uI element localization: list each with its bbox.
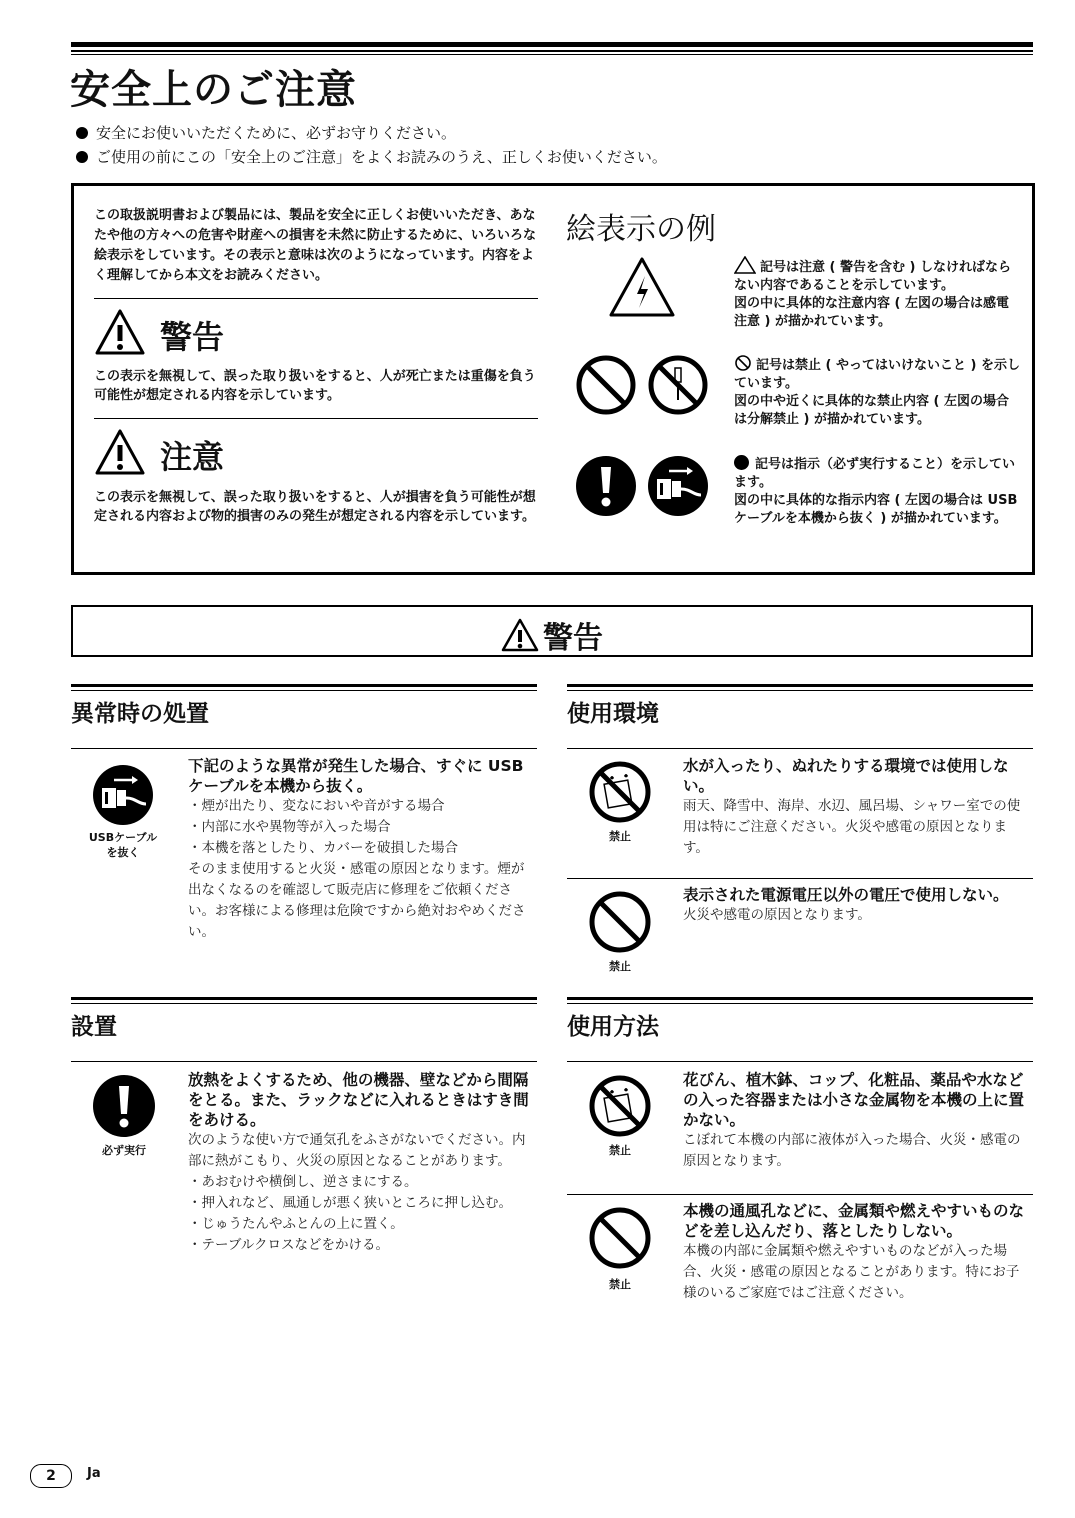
section-title-install: 設置 <box>71 1014 117 1040</box>
section-title-usage: 使用方法 <box>567 1014 659 1040</box>
mandatory-icon <box>92 1074 156 1138</box>
divider <box>567 748 1033 749</box>
section-title-abnormal: 異常時の処置 <box>71 701 209 727</box>
divider <box>71 1061 537 1062</box>
no-liquid-container-icon <box>588 1074 652 1138</box>
abnormal-content: 下記のような異常が発生した場合、すぐに USB ケーブルを本機から抜く。 ・煙が出たり、変なにおいや音がする場合 ・内部に水や異物等が入った場合 ・本機を落としたり、カバーを破損した場合 そのまま使用すると火災・感電の原因となります。煙が出なくなるのを確認して販売店に修理をご依頼ください。お客様による修理は危険ですから絶対おやめください。 <box>188 757 526 940</box>
prohibit-icon <box>588 1206 652 1270</box>
bullet-line: ご使用の前にこの「安全上のご注意」をよくお読みのうえ、正しくお使いください。 <box>76 146 667 167</box>
header-rule <box>71 50 1033 52</box>
prohibit-small-icon <box>734 354 752 372</box>
unplug-usb-icon <box>92 764 154 826</box>
language-label: Ja <box>87 1466 101 1481</box>
warning-triangle-icon <box>94 308 146 356</box>
section-title-environment: 使用環境 <box>567 701 659 727</box>
divider <box>94 418 538 419</box>
section-rule <box>567 690 1033 691</box>
header-rule <box>71 54 1033 55</box>
environment-item-2: 表示された電源電圧以外の電圧で使用しない。 火災や感電の原因となります。 <box>683 886 1009 923</box>
bullet-line: 安全にお使いいただくために、必ずお守りください。 <box>76 122 456 143</box>
section-rule <box>71 684 537 687</box>
divider <box>94 298 538 299</box>
electric-shock-icon <box>608 256 676 318</box>
no-water-icon <box>588 760 652 824</box>
caution-title: 注意 <box>160 438 225 476</box>
bullet-dot-icon <box>76 127 88 139</box>
divider <box>567 878 1033 879</box>
warning-banner <box>71 605 1033 657</box>
page-title: 安全上のご注意 <box>70 67 357 113</box>
example-triangle-text: 記号は注意 ( 警告を含む ) しなければならない内容であることを示しています。 図の中に具体的な注意内容 ( 左図の場合は感電注意 ) が描かれています。 <box>734 256 1020 331</box>
prohibit-icon <box>588 890 652 954</box>
example-prohibit-text: 記号は禁止 ( やってはいけないこと ) を示しています。 図の中や近くに具体的な禁止内容 ( 左図の場合は分解禁止 ) が描かれています。 <box>734 354 1020 429</box>
mandatory-small-icon <box>734 455 749 470</box>
section-rule <box>71 997 537 1000</box>
warning-triangle-icon <box>501 618 539 652</box>
mandatory-icon <box>575 455 637 517</box>
icon-caption: 禁止 <box>609 830 631 843</box>
section-rule <box>567 1003 1033 1004</box>
section-rule <box>567 997 1033 1000</box>
section-rule <box>567 684 1033 687</box>
icon-caption: 禁止 <box>609 960 631 973</box>
example-mandatory-text: 記号は指示（必ず実行すること）を示しています。 図の中に具体的な指示内容 ( 左図の場合は USB ケーブルを本機から抜く ) が描かれています。 <box>734 457 1018 526</box>
warning-desc: この表示を無視して、誤った取り扱いをすると、人が死亡または重傷を負う可能性が想定される内容を示しています。 <box>94 369 536 403</box>
icon-caption: 必ず実行 <box>102 1144 146 1157</box>
section-rule <box>71 690 537 691</box>
bullet-dot-icon <box>76 151 88 163</box>
prohibit-icon <box>575 354 637 416</box>
page-number: 2 <box>30 1464 72 1488</box>
section-rule <box>71 1003 537 1004</box>
icon-caption: 禁止 <box>609 1278 631 1291</box>
examples-title: 絵表示の例 <box>566 212 716 247</box>
install-content: 放熱をよくするため、他の機器、壁などから間隔をとる。また、ラックなどに入れるときはすき間をあける。 次のような使い方で通気孔をふさがないでください。内部に熱がこもり、火災の原因となることがあります。 ・あおむけや横倒し、逆さまにする。 ・押入れなど、風通しが悪く狭いところに押し込む。 ・じゅうたんやふとんの上に置く。 ・テーブルクロスなどをかける。 <box>188 1071 529 1253</box>
no-disassembly-icon <box>647 354 709 416</box>
caution-triangle-icon <box>94 428 146 476</box>
unplug-usb-icon <box>647 455 709 517</box>
environment-item-1: 水が入ったり、ぬれたりする環境では使用しない。 雨天、降雪中、海岸、水辺、風呂場、シャワー室での使用は特にご注意ください。火災や感電の原因となります。 <box>683 757 1021 856</box>
icon-caption: 禁止 <box>609 1144 631 1157</box>
usage-item-2: 本機の通風孔などに、金属類や燃えやすいものなどを差し込んだり、落としたりしない。 本機の内部に金属類や燃えやすいものなどが入った場合、火災・感電の原因となることがあります。特にお子様のいるご家庭ではご注意ください。 <box>683 1202 1025 1301</box>
triangle-icon <box>734 256 756 274</box>
caution-desc: この表示を無視して、誤った取り扱いをすると、人が損害を負う可能性が想定される内容および物的損害のみの発生が想定される内容を示しています。 <box>94 490 536 524</box>
divider <box>567 1061 1033 1062</box>
warning-title: 警告 <box>160 318 225 356</box>
divider <box>567 1194 1033 1195</box>
usage-item-1: 花びん、植木鉢、コップ、化粧品、薬品や水などの入った容器または小さな金属物を本機の上に置かない。 こぼれて本機の内部に液体が入った場合、火災・感電の原因となります。 <box>683 1071 1025 1169</box>
divider <box>71 748 537 749</box>
icon-caption: USBケーブル を抜く <box>88 831 158 859</box>
warning-banner-label: 警告 <box>73 613 1031 657</box>
intro-text: この取扱説明書および製品には、製品を安全に正しくお使いいただき、あなたや他の方々への危害や財産への損害を未然に防止するために、いろいろな絵表示をしています。その表示と意味は次のようになっています。内容をよく理解してから本文をお読みください。 <box>94 208 537 283</box>
header-rule <box>71 42 1033 47</box>
